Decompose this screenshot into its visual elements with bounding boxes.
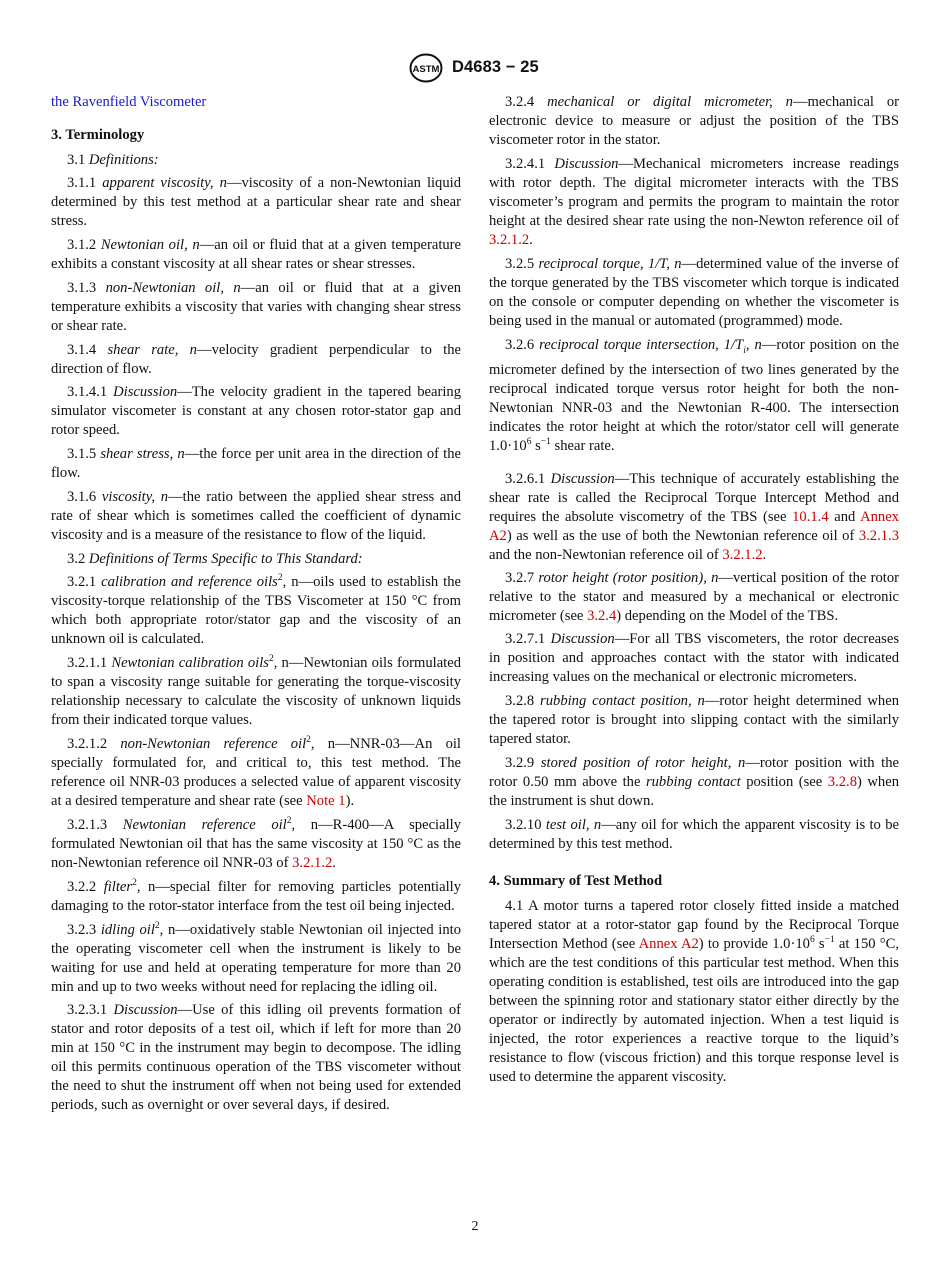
paragraph-continuation: [51, 93, 461, 112]
ref-3-2-1-2-link[interactable]: 3.2.1.2: [722, 546, 763, 563]
para-3-2-7-1: 3.2.7.1 Discussion—For all TBS viscometers, the rotor decreases in position and approaches contact with the stator with indicated increasing values on the mechanical or electronic micrometers.: [489, 630, 899, 685]
para-3-2-6: 3.2.6 reciprocal torque intersection, $1/T_i$, n—rotor position on the micrometer defined by the intersection of two lines generated by the reciprocal indicated torque versus rotor height for both the non-Newtonian NNR-03 and the Newtonian R-400. The intersection indicates the rotor height at which the rotor/stator cell will generate $1.0\cdot 10^6$ $s^{-1}$ shear rate.: [489, 337, 899, 454]
section-4-heading: 4. Summary of Test Method: [489, 872, 663, 889]
para-3-2-5: 3.2.5 reciprocal torque, 1/T, n—determined value of the inverse of the torque generated by the TBS viscometer which torque is indicated on the console or computer depending on whether the viscometer is being used in the manual or automated (programmed) mode.: [489, 256, 899, 329]
annex-a2-link[interactable]: Annex A2: [638, 935, 699, 952]
para-3-2-1: 3.2.1 calibration and reference oils$^2$, n—oils used to establish the viscosity-torque relationship of the TBS Viscometer at 150 °C from which both appropriate rotor/stator gap and the viscosity of an unknown oil is calculated.: [51, 573, 461, 647]
para-3-2: 3.2 Definitions of Terms Specific to This Standard:: [67, 551, 363, 567]
para-3-1-4: 3.1.4 shear rate, n—velocity gradient perpendicular to the direction of flow.: [51, 342, 461, 377]
para-3-2-3-1: 3.2.3.1 Discussion—Use of this idling oil prevents formation of stator and rotor deposits of a test oil, which if left for more than 20 min at 150 °C in the instrument may begin to decompose. The idling oil this permits continuous operation of the TBS viscometer without the need to shut the instrument off when not being used for extended periods, such as overnight or over several days, if desired.: [51, 1002, 461, 1113]
para-4-1: 4.1 A motor turns a tapered rotor closely fitted inside a matched tapered stator at a rotor-stator gap found by the Reciprocal Torque Intersection Method (see Annex A2) to provide $1.0\cdot 10^6$ $s^{-1}$ at 150 °C, which are the test conditions of this particular test method. When this operating condition is established, test oils are introduced into the gap between the spinning rotor and stationary stator either directly by the operator or indirectly by automated injection. When a test liquid is injected, the rotor experiences a reactive torque to the liquid’s resistance to flow (viscous friction) and this torque response level is used to determine the apparent viscosity.: [489, 897, 899, 1085]
ref-3-2-1-3-link[interactable]: 3.2.1.3: [858, 527, 899, 544]
para-3-1-1: 3.1.1 apparent viscosity, n—viscosity of a non-Newtonian liquid determined by this test method at a particular shear rate and shear stress.: [51, 175, 461, 229]
ref-3-2-4-link[interactable]: 3.2.4: [587, 607, 617, 624]
para-3-2-7: 3.2.7 rotor height (rotor position), n—vertical position of the rotor relative to the stator and measured by a mechanical or electronic micrometer (see 3.2.4) depending on the Model of the TBS.: [489, 569, 899, 624]
section-3-heading: 3. Terminology: [51, 127, 145, 143]
para-3-2-2: 3.2.2 filter$^2$, n—special filter for removing particles potentially damaging to the rotor-stator interface from the test oil being injected.: [51, 878, 461, 914]
ref-3-2-1-2-link[interactable]: 3.2.1.2: [489, 232, 530, 248]
para-3-2-9: 3.2.9 stored position of rotor height, n—rotor position with the rotor 0.50 mm above the rubbing contact position (see 3.2.8) when the instrument is shut down.: [489, 754, 899, 809]
ref-3-2-1-2-link[interactable]: 3.2.1.2: [292, 855, 333, 871]
para-3-1: 3.1 Definitions:: [67, 152, 159, 168]
para-3-2-6-1: 3.2.6.1 Discussion—This technique of accurately establishing the shear rate is called the Reciprocal Torque Intercept Method and requires the absolute viscometry of the TBS (see 10.1.4 and Annex A2) as well as the use of both the Newtonian reference oil of 3.2.1.3 and the non-Newtonian reference oil of 3.2.1.2.: [489, 470, 900, 563]
ref-10-1-4-link[interactable]: 10.1.4: [792, 508, 829, 525]
para-3-2-1-3: 3.2.1.3 Newtonian reference oil$^2$, n—R-400—A specially formulated Newtonian oil that has the same viscosity at 150 °C as the non-Newtonian reference oil NNR-03 of 3.2.1.2.: [51, 816, 461, 871]
para-3-2-4: 3.2.4 mechanical or digital micrometer, n—mechanical or electronic device to measure or adjust the position of the TBS viscometer rotor in the stator.: [489, 94, 899, 148]
para-3-2-1-1: 3.2.1.1 Newtonian calibration oils$^2$, n—Newtonian oils formulated to span a viscosity range suitable for generating the torque-viscosity relationship necessary to calculate the viscosity of unknown liquids from their indicated torque values.: [51, 654, 462, 728]
para-3-1-2: 3.1.2 Newtonian oil, n—an oil or fluid that at a given temperature exhibits a constant viscosity at all shear rates or shear stresses.: [51, 237, 462, 272]
para-3-2-4-1: 3.2.4.1 Discussion—Mechanical micrometers increase readings with rotor depth. The digital micrometer interacts with the TBS viscometer’s program and permits the program to maintain the rotor height at the desired shear rate using the non-Newton reference oil of 3.2.1.2.: [489, 156, 899, 248]
standard-designation: D4683 − 25: [452, 58, 539, 76]
note-1-link[interactable]: Note 1: [306, 793, 346, 809]
ref-3-2-8-link[interactable]: 3.2.8: [827, 773, 857, 790]
astm-logo: [409, 53, 443, 83]
right-column: [489, 93, 899, 1091]
para-3-2-1-2: 3.2.1.2 non-Newtonian reference oil$^2$, n—NNR-03—An oil specially formulated for, and critical to, this test method. The reference oil NNR-03 produces a selected value of apparent viscosity at a desired temperature and shear rate (see Note 1).: [51, 735, 461, 809]
annex-a2-link[interactable]: Annex A2: [489, 508, 900, 544]
para-3-2-8: 3.2.8 rubbing contact position, n—rotor height determined when the tapered rotor is brought into slipping contact with the similarly tapered stator.: [489, 692, 899, 747]
para-3-2-3: 3.2.3 idling oil$^2$, n—oxidatively stable Newtonian oil injected into the operating viscometer cell when the instrument is likely to be waiting for use and held at operating temperature for more than 20 min and up to two weeks without need for replacing the idling oil.: [51, 921, 462, 995]
para-3-2-10: 3.2.10 test oil, n—any oil for which the apparent viscosity is to be determined by this test method.: [489, 816, 899, 852]
para-3-1-6: 3.1.6 viscosity, n—the ratio between the applied shear stress and rate of shear which is sometimes called the coefficient of dynamic viscosity and is a measure of the resistance to flow of the liquid.: [51, 489, 461, 543]
left-column: [51, 93, 461, 1119]
page-header: [0, 53, 950, 87]
para-3-1-4-1: 3.1.4.1 Discussion—The velocity gradient in the tapered bearing simulator viscometer is constant at any chosen rotor-stator gap and rotor speed.: [51, 384, 461, 438]
para-3-1-3: 3.1.3 non-Newtonian oil, n—an oil or fluid that at a given temperature exhibits a viscosity that varies with changing shear stress or shear rate.: [51, 280, 461, 334]
page-number: 2: [471, 1219, 479, 1234]
ravenfield-link[interactable]: the Ravenfield Viscometer: [51, 94, 207, 110]
svg-text:ASTM: ASTM: [412, 64, 440, 75]
para-3-1-5: 3.1.5 shear stress, n—the force per unit area in the direction of the flow.: [51, 446, 461, 481]
